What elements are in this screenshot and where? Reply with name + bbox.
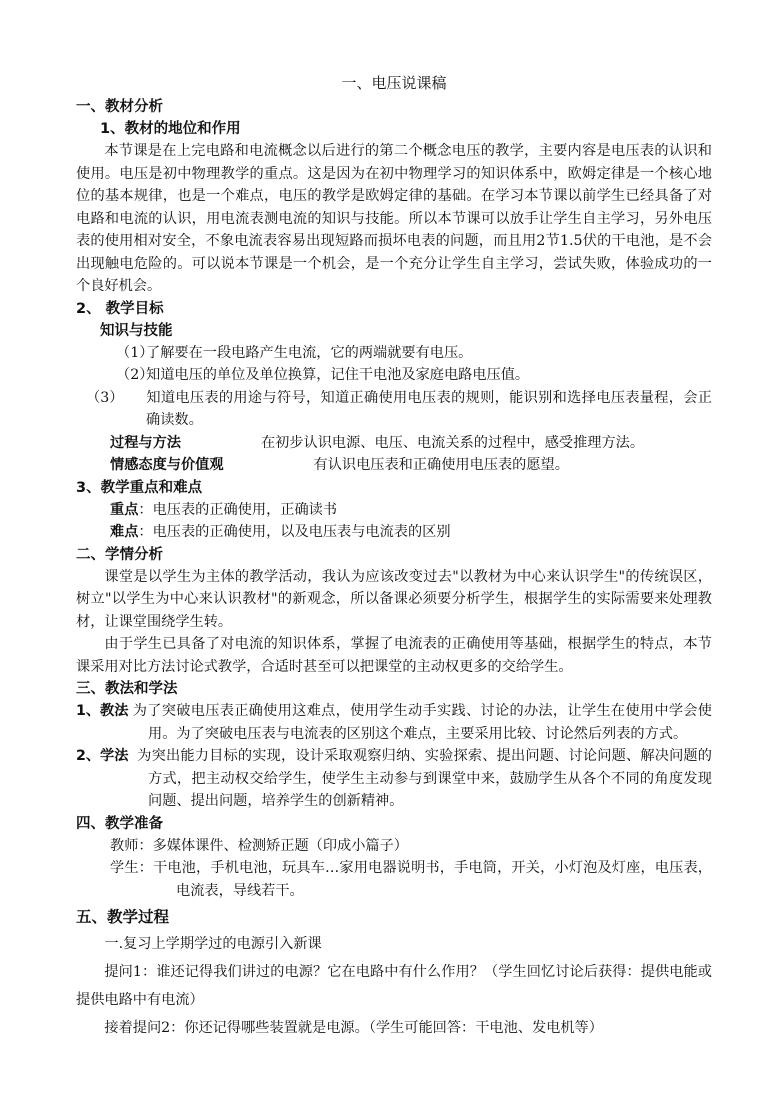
section-heading-methods: 三、教法和学法	[76, 681, 178, 697]
teaching-method-item	[76, 700, 712, 745]
objective-text: 知道电压表的用途与符号，知道正确使用电压表的规则，能识别和选择电压表量程，会正确读数。	[146, 389, 712, 428]
teaching-method-label: 1、教法	[76, 703, 129, 719]
objective-item-3	[76, 387, 712, 432]
difficulty-row	[76, 521, 712, 544]
section-heading-textbook-analysis: 一、教材分析	[76, 99, 163, 115]
process-method-row	[76, 432, 712, 455]
learning-method-text: ： 为突出能力目标的实现，设计采取观察归纳、实验探索、提出问题、讨论问题、解决问题的方式，把主动权交给学生，使学生主动参与到课堂中来，鼓励学生从各个不同的角度发现问题、提出问题，培养学生的创新精神。	[118, 748, 712, 809]
process-method-label: 过程与方法	[110, 434, 181, 451]
objective-number: （2）	[116, 367, 154, 383]
question-2: 接着提问2：你还记得哪些装置就是电源。（学生可能回答：干电池、发电机等）	[104, 1020, 603, 1036]
subheading-teaching-objectives: 2、 教学目标	[76, 300, 164, 317]
key-point-text: ：电压表的正确使用，正确读书	[138, 501, 338, 518]
objective-item-1	[76, 342, 712, 365]
difficulty-label: 难点	[110, 524, 139, 540]
paragraph-student-analysis-1: 课堂是以学生为主体的教学活动，我认为应该改变过去"以教材为中心来认识学生"的传统误区，树立"以学生为中心来认识教材"的新观念，所以备课必须要分析学生，根据学生的实际需要来处理教材，让课堂围绕学生转。	[76, 568, 712, 630]
subheading-key-difficult: 3、教学重点和难点	[76, 479, 203, 496]
subheading-position-role: 1、教材的地位和作用	[100, 121, 241, 137]
process-step-1: 一.复习上学期学过的电源引入新课	[104, 936, 322, 952]
section-heading-process: 五、教学过程	[76, 908, 170, 926]
teaching-process-section	[76, 904, 712, 1042]
process-method-text: 在初步认识电源、电压、电流关系的过程中，感受推理方法。	[260, 434, 645, 451]
document-title: 一、电压说课稿	[341, 74, 447, 92]
emotion-value-row	[76, 454, 712, 477]
objective-text: 了解要在一段电路产生电流，它的两端就要有电压。	[146, 344, 473, 361]
paragraph-position-role: 本节课是在上完电路和电流概念以后进行的第二个概念电压的教学，主要内容是电压表的认识和使用。电压是初中物理教学的重点。这是因为在初中物理学习的知识体系中，欧姆定律是一个核心地位的基本规律，也是一个难点，电压的教学是欧姆定律的基础。在学习本节课以前学生已经具备了对电路和电流的认识，用电流表测电流的知识与技能。所以本节课可以放手让学生自主学习，另外电压表的使用相对安全，不象电流表容易出现短路而损坏电表的问题，而且用2节1.5伏的干电池，是不会出现触电危险的。可以说本节课是一个机会，是一个充分让学生自主学习，尝试失败，体验成功的一个良好机会。	[76, 143, 712, 294]
teaching-method-text: ：为了突破电压表正确使用这难点，使用学生动手实践、讨论的办法，让学生在使用中学会使用。为了突破电压表与电流表的区别这个难点，主要采用比较、讨论然后列表的方式。	[118, 703, 712, 742]
learning-method-item	[76, 745, 712, 813]
objective-number: （1）	[116, 344, 154, 361]
key-point-row	[76, 499, 712, 522]
document-page	[76, 72, 712, 1042]
objective-number: （3）	[86, 389, 124, 406]
learning-method-label: 2、学法	[76, 748, 129, 764]
key-point-label: 重点	[110, 501, 139, 518]
teacher-preparation: 教师：多媒体课件、检测矫正题（印成小篇子）	[110, 837, 408, 854]
section-heading-student-analysis: 二、学情分析	[76, 546, 163, 563]
emotion-value-text: 有认识电压表和正确使用电压表的愿望。	[313, 457, 569, 473]
emotion-value-label: 情感态度与价值观	[110, 457, 224, 473]
subheading-knowledge-skills: 知识与技能	[100, 322, 173, 339]
objective-text: 知道电压的单位及单位换算，记住干电池及家庭电路电压值。	[146, 367, 530, 383]
student-preparation: 学生：干电池，手机电池，玩具车…家用电器说明书，手电筒，开关，小灯泡及灯座，电压表，电流表，导线若干。	[110, 860, 712, 899]
paragraph-student-analysis-2: 由于学生已具备了对电流的知识体系，掌握了电流表的正确使用等基础，根据学生的特点，本节课采用对比方法讨论式教学，合适时甚至可以把课堂的主动权更多的交给学生。	[76, 636, 712, 675]
section-heading-preparation: 四、教学准备	[76, 815, 163, 832]
question-1: 提问1：谁还记得我们讲过的电源？它在电路中有什么作用？（学生回忆讨论后获得：提供电能或提供电路中有电流）	[76, 964, 712, 1008]
difficulty-text: ：电压表的正确使用，以及电压表与电流表的区别	[138, 524, 451, 540]
objective-item-2	[76, 364, 712, 387]
